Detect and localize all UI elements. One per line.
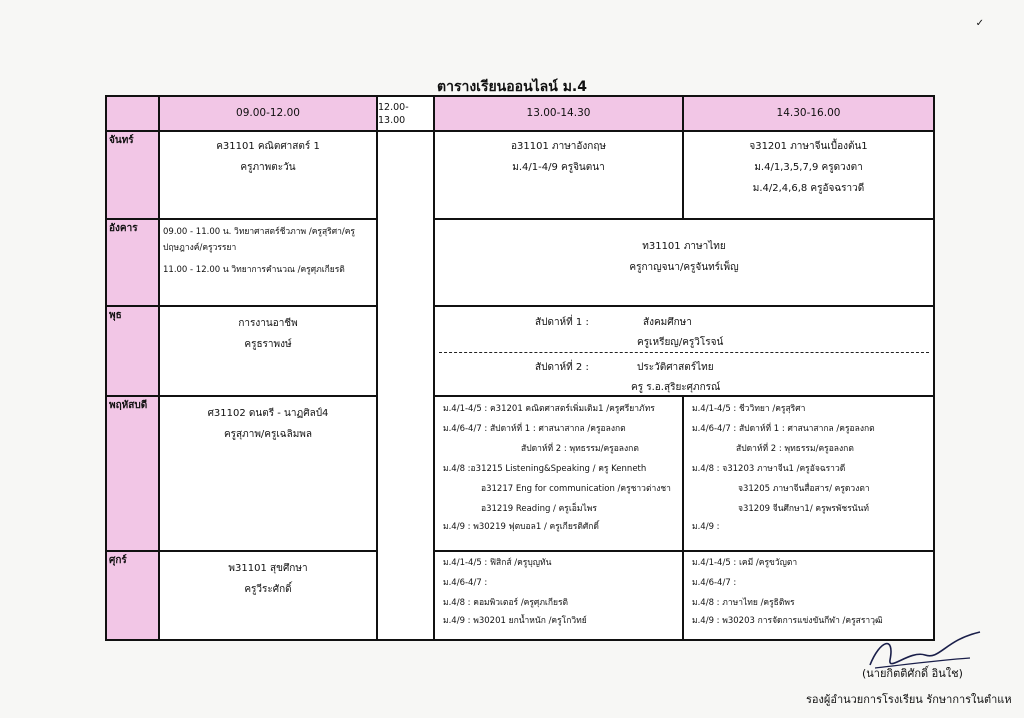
schedule-line: ม.4/8 : จ31203 ภาษาจีน1 /ครูอัจฉราวดี (692, 464, 846, 474)
week-1-label: สัปดาห์ที่ 1 : (535, 317, 589, 328)
subject: การงานอาชีพ (238, 318, 298, 329)
schedule-line: 11.00 - 12.00 น วิทยาการคำนวณ /ครูศุภเกียรติ (163, 265, 345, 275)
week-2-teacher: ครู ร.อ.สุริยะศุภกรณ์ (631, 382, 721, 393)
corner-mark: ✓ (975, 18, 984, 29)
teacher: ครูธราพงษ์ (244, 339, 292, 350)
wednesday-afternoon (433, 305, 935, 397)
schedule-line: ปฤษฎางค์/ครูวรรยา (163, 243, 237, 253)
teacher: ครูวีระศักดิ์ (244, 584, 292, 595)
schedule-line: ม.4/8 : คอมพิวเตอร์ /ครูศุภเกียรติ (443, 598, 569, 608)
week-1-teacher: ครูเหรียญ/ครูวิโรจน์ (637, 337, 724, 348)
teacher: ครูภาพตะวัน (240, 162, 296, 173)
schedule-line: ม.4/9 : พ30201 ยกน้ำหนัก /ครูโกวิทย์ (443, 616, 587, 626)
schedule-line: อ31217 Eng for communication /ครูชาวต่างชา (481, 484, 671, 494)
schedule-line: ม.4/6-4/7 : (443, 578, 488, 588)
monday-morning (158, 130, 378, 220)
schedule-line: ม.4/1-4/5 : ค31201 คณิตศาสตร์เพิ่มเติม1 /ครูศรียาภัทร (443, 404, 655, 414)
day-thursday: พฤหัสบดี (105, 395, 160, 552)
schedule-line: จ31205 ภาษาจีนสื่อสาร/ ครูดวงตา (738, 484, 870, 494)
subject: พ31101 สุขศึกษา (228, 563, 308, 574)
teacher: ม.4/2,4,6,8 ครูอัจฉราวดี (752, 183, 865, 194)
subject: ศ31102 ดนตรี - นาฏศิลป์4 (207, 408, 329, 419)
schedule-line: ม.4/9 : (692, 522, 720, 532)
day-wednesday: พุธ (105, 305, 160, 397)
subject: จ31201 ภาษาจีนเบื้องต้น1 (749, 141, 868, 152)
header-slot-2: 12.00-13.00 (376, 95, 435, 132)
page-title: ตารางเรียนออนไลน์ ม.4 (437, 79, 587, 95)
schedule-line: ม.4/1-4/5 : เคมี /ครูขวัญตา (692, 558, 798, 568)
schedule-line: อ31219 Reading / ครูเอ็มไพร (481, 504, 597, 514)
week-2-subject: ประวัติศาสตร์ไทย (637, 362, 714, 373)
lunch-column (376, 130, 435, 641)
schedule-line: ม.4/9 : พ30203 การจัดการแข่งขันกีฬา /ครูสราวุฒิ (692, 616, 883, 626)
teacher: ครูสุภาพ/ครูเฉลิมพล (223, 429, 313, 440)
schedule-line: ม.4/1-4/5 : ฟิสิกส์ /ครูบุญทัน (443, 558, 552, 568)
header-slot-1: 09.00-12.00 (158, 95, 378, 132)
schedule-line: ม.4/9 : พ30219 ฟุตบอล1 / ครูเกียรติศักดิ์ (443, 522, 599, 532)
schedule-line: ม.4/6-4/7 : (692, 578, 737, 588)
day-friday: ศุกร์ (105, 550, 160, 641)
thursday-morning (158, 395, 378, 552)
header-slot-3: 13.00-14.30 (433, 95, 684, 132)
subject: อ31101 ภาษาอังกฤษ (511, 141, 606, 152)
thursday-afternoon-1 (433, 395, 684, 552)
schedule-line: จ31209 จีนศึกษา1/ ครูพรพัชรนันท์ (738, 504, 869, 514)
signatory-name: (นายกิตติศักดิ์ อินใช) (862, 667, 963, 680)
tuesday-afternoon (433, 218, 935, 307)
schedule-line: ม.4/6-4/7 : สัปดาห์ที่ 1 : ศาสนาสากล /ครูอลงกต (692, 424, 875, 434)
schedule-line: ม.4/8 :อ31215 Listening&Speaking / ครู Kenneth (443, 464, 647, 474)
week-2-label: สัปดาห์ที่ 2 : (535, 362, 589, 373)
day-monday: จันทร์ (105, 130, 160, 220)
teacher: ม.4/1,3,5,7,9 ครูดวงตา (754, 162, 863, 173)
subject: ท31101 ภาษาไทย (642, 241, 726, 252)
schedule-line: ม.4/8 : ภาษาไทย /ครูธิติพร (692, 598, 795, 608)
monday-afternoon-2 (682, 130, 935, 220)
schedule-line: ม.4/6-4/7 : สัปดาห์ที่ 1 : ศาสนาสากล /ครูอลงกต (443, 424, 626, 434)
tuesday-morning (158, 218, 378, 307)
signatory-position: รองผู้อำนวยการโรงเรียน รักษาการในตำแห (806, 693, 1012, 706)
monday-afternoon-1 (433, 130, 684, 220)
header-slot-4: 14.30-16.00 (682, 95, 935, 132)
week-1-subject: สังคมศึกษา (643, 317, 692, 328)
schedule-line: สัปดาห์ที่ 2 : พุทธรรม/ครูอลงกต (521, 444, 639, 454)
teacher: ครูกาญจนา/ครูจันทร์เพ็ญ (629, 262, 739, 273)
thursday-afternoon-2 (682, 395, 935, 552)
schedule-line: 09.00 - 11.00 น. วิทยาศาสตร์ชีวภาพ /ครูสุริศา/ครู (163, 227, 356, 237)
schedule-line: สัปดาห์ที่ 2 : พุทธรรม/ครูอลงกต (736, 444, 854, 454)
subject: ค31101 คณิตศาสตร์ 1 (216, 141, 320, 152)
teacher: ม.4/1-4/9 ครูจินตนา (512, 162, 605, 173)
schedule-line: ม.4/1-4/5 : ชีววิทยา /ครูสุริศา (692, 404, 806, 414)
timetable (105, 95, 935, 641)
friday-afternoon-1 (433, 550, 684, 641)
week-divider (439, 352, 929, 353)
header-corner (105, 95, 160, 132)
friday-morning (158, 550, 378, 641)
wednesday-morning (158, 305, 378, 397)
day-tuesday: อังคาร (105, 218, 160, 307)
